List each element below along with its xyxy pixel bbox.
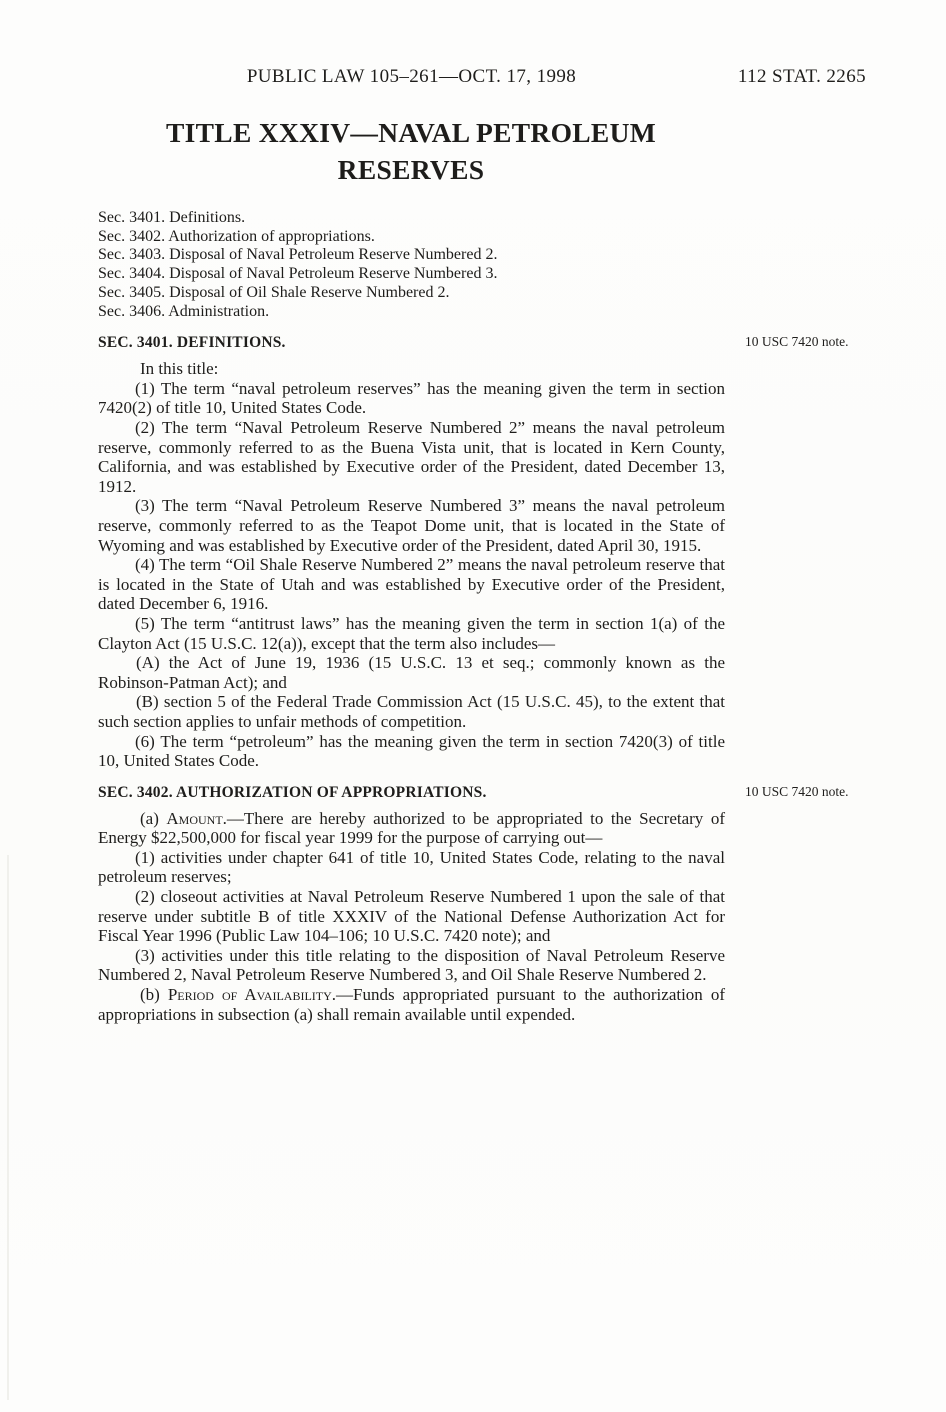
subsection-b-text: .—Funds appropriated pursuant to the authorization of appropriations in subsection (a) shall remain available until expended. (98, 985, 725, 1024)
section-3401-body (98, 359, 725, 770)
statute-paragraph: (2) closeout activities at Naval Petroleum Reserve Numbered 1 upon the sale of that reserve under subtitle B of title XXXIV of the National Defense Authorization Act for Fiscal Year 1996 (Public Law 104–106; 10 U.S.C. 7420 note); and (98, 887, 725, 946)
statute-paragraph: (5) The term “antitrust laws” has the meaning given the term in section 1(a) of the Clayton Act (15 U.S.C. 12(a)), except that the term also includes— (98, 613, 725, 653)
section-3402-margin-note: 10 USC 7420 note. (745, 783, 849, 799)
title-heading: TITLE XXXIV—NAVAL PETROLEUM RESERVES (166, 117, 656, 185)
subsection-b-term: Period of Availability (167, 985, 332, 1005)
running-header (98, 66, 866, 89)
statute-paragraph: (3) The term “Naval Petroleum Reserve Numbered 3” means the naval petroleum reserve, commonly referred to as the Teapot Dome unit, that is located in the State of Wyoming and was established by Executive order of the President, dated April 30, 1915. (98, 496, 725, 555)
statute-paragraph: (2) The term “Naval Petroleum Reserve Numbered 2” means the naval petroleum reserve, commonly referred to as the Buena Vista unit, that is located in Kern County, California, and was established by Executive order of the President, dated December 13, 1912. (98, 418, 725, 496)
section-3401-heading: SEC. 3401. DEFINITIONS. (98, 334, 286, 352)
toc-entry-3403: Sec. 3403. Disposal of Naval Petroleum Reserve Numbered 2. (98, 246, 498, 264)
section-3402-heading: SEC. 3402. AUTHORIZATION OF APPROPRIATIONS. (98, 783, 487, 801)
public-law-header: PUBLIC LAW 105–261—OCT. 17, 1998 (246, 66, 577, 87)
statute-subparagraph: (B) section 5 of the Federal Trade Commission Act (15 U.S.C. 45), to the extent that such section applies to unfair methods of competition. (98, 692, 725, 731)
statute-subparagraph: (A) the Act of June 19, 1936 (15 U.S.C. 13 et seq.; commonly known as the Robinson-Patman Act); and (98, 653, 725, 692)
statute-paragraph: (4) The term “Oil Shale Reserve Numbered 2” means the naval petroleum reserve that is located in the State of Utah and was established by Executive order of the President, dated December 6, 1916. (98, 555, 725, 614)
toc-entry-3402: Sec. 3402. Authorization of appropriations. (98, 227, 375, 245)
page-content (98, 66, 866, 1024)
subsection-b-label: (b) (140, 985, 168, 1005)
section-3402 (98, 771, 849, 1025)
statute-paragraph: (6) The term “petroleum” has the meaning given the term in section 7420(3) of title 10, United States Code. (98, 731, 725, 771)
toc-entry-3404: Sec. 3404. Disposal of Naval Petroleum Reserve Numbered 3. (98, 265, 498, 283)
subsection-a-label: (a) (140, 808, 167, 828)
section-3402-body (98, 809, 725, 1025)
table-of-contents (98, 209, 866, 321)
toc-entry-3401: Sec. 3401. Definitions. (98, 209, 246, 226)
scan-edge-artifact (7, 855, 9, 1400)
subsection-b (98, 985, 725, 1024)
toc-entry-3406: Sec. 3406. Administration. (98, 302, 270, 320)
subsection-a-term: Amount (166, 808, 223, 828)
statute-paragraph: In this title: (140, 359, 219, 379)
section-3401 (98, 321, 849, 771)
section-3401-margin-note: 10 USC 7420 note. (745, 334, 849, 350)
statute-paragraph: (1) The term “naval petroleum reserves” has the meaning given the term in section 7420(2) of title 10, United States Code. (98, 378, 725, 418)
statute-paragraph: (1) activities under chapter 641 of title 10, United States Code, relating to the naval petroleum reserves; (98, 847, 725, 887)
subsection-a (98, 809, 725, 848)
statute-page-number: 112 STAT. 2265 (737, 66, 866, 87)
statute-paragraph: (3) activities under this title relating to the disposition of Naval Petroleum Reserve Numbered 2, Naval Petroleum Reserve Numbered 3, and Oil Shale Reserve Numbered 2. (98, 945, 725, 985)
subsection-a-text: .—There are hereby authorized to be appropriated to the Secretary of Energy $22,500,000 for fiscal year 1999 for the purpose of carrying out— (98, 808, 725, 848)
toc-entry-3405: Sec. 3405. Disposal of Oil Shale Reserve Numbered 2. (98, 283, 450, 301)
